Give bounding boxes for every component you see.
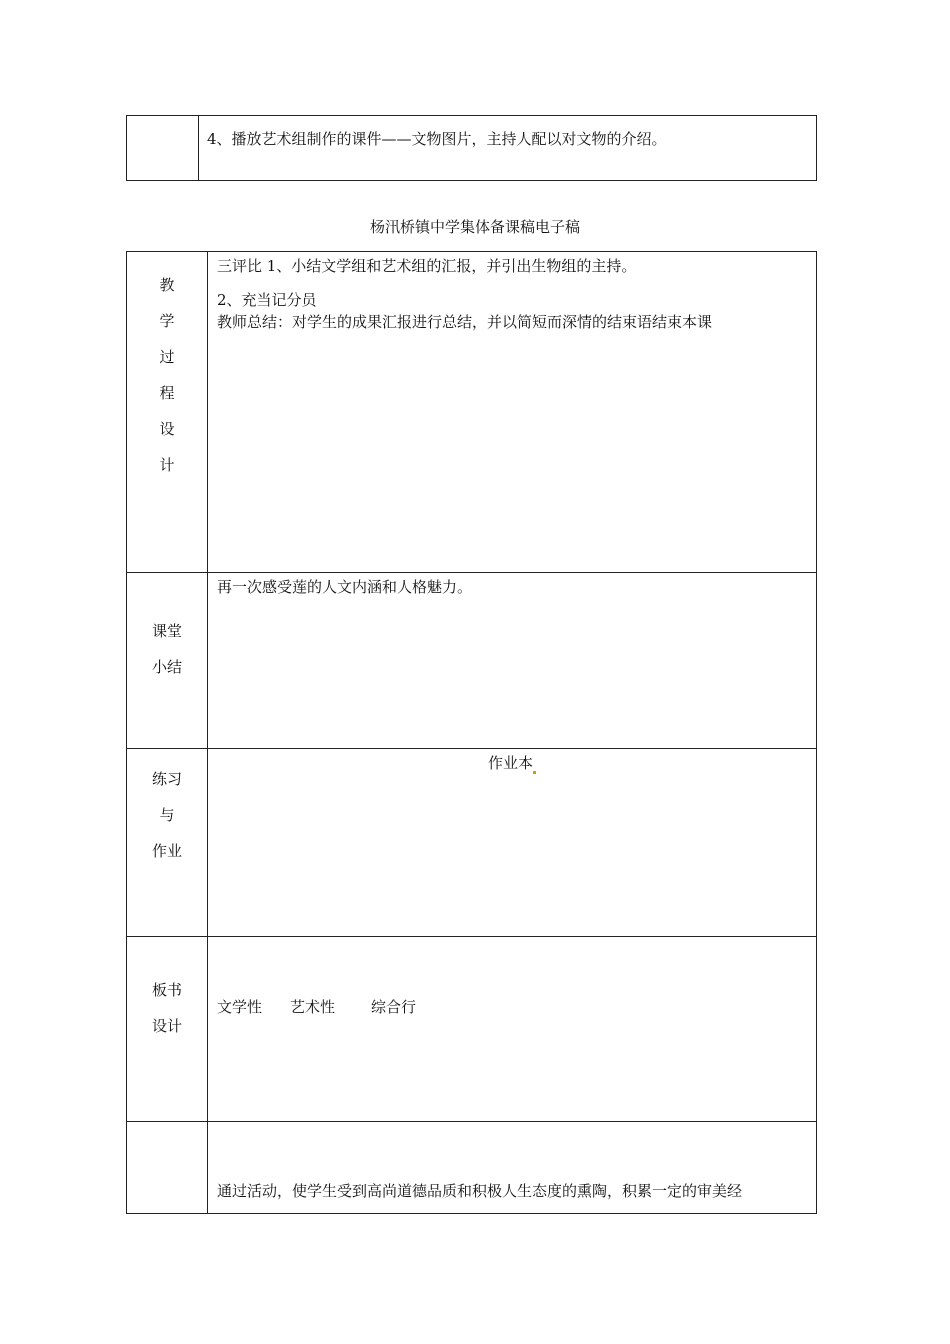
top-table-label-cell — [127, 116, 199, 181]
homework-label-line: 作业 — [151, 842, 182, 860]
reflection-row — [127, 1122, 817, 1214]
process-label-char: 过 — [159, 348, 175, 366]
summary-label-line: 小结 — [151, 658, 182, 676]
summary-label-cell — [127, 573, 208, 749]
top-table-row-text: 4、播放艺术组制作的课件——文物图片，主持人配以对文物的介绍。 — [207, 130, 667, 148]
board-item: 综合行 — [371, 998, 417, 1016]
homework-text: 作业本 — [487, 754, 533, 772]
summary-content-cell — [208, 573, 817, 749]
reflection-label-cell — [127, 1122, 208, 1214]
top-table — [126, 115, 817, 181]
reflection-content-cell — [208, 1122, 817, 1214]
summary-text: 再一次感受莲的人文内涵和人格魅力。 — [217, 578, 473, 596]
process-label-char: 学 — [159, 312, 175, 330]
homework-content-cell — [208, 749, 817, 937]
process-label-char: 设 — [159, 420, 175, 438]
homework-row — [127, 749, 817, 937]
homework-label-cell — [127, 749, 208, 937]
board-content-cell — [208, 937, 817, 1122]
lesson-plan-table — [126, 251, 817, 1214]
process-label-char: 计 — [159, 456, 175, 474]
marker-dot — [533, 771, 536, 774]
process-label-cell — [127, 252, 208, 573]
process-line: 2、充当记分员 — [217, 291, 317, 309]
process-content-cell — [208, 252, 817, 573]
process-label-char: 教 — [159, 276, 175, 294]
top-table-content-cell — [199, 116, 817, 181]
process-line: 教师总结：对学生的成果汇报进行总结，并以简短而深情的结束语结束本课 — [217, 313, 713, 331]
board-item: 艺术性 — [290, 998, 336, 1016]
summary-label-line: 课堂 — [151, 622, 182, 640]
page-title: 杨汛桥镇中学集体备课稿电子稿 — [369, 218, 580, 236]
board-item: 文学性 — [217, 998, 263, 1016]
summary-row — [127, 573, 817, 749]
board-label-line: 板书 — [151, 981, 182, 999]
process-row — [127, 252, 817, 573]
reflection-text: 通过活动，使学生受到高尚道德品质和积极人生态度的熏陶，积累一定的审美经 — [217, 1182, 743, 1200]
process-label-char: 程 — [159, 384, 175, 402]
homework-label-line: 练习 — [151, 770, 182, 788]
process-line: 三评比 1、小结文学组和艺术组的汇报，并引出生物组的主持。 — [217, 257, 637, 275]
board-label-cell — [127, 937, 208, 1122]
homework-label-line: 与 — [159, 806, 175, 824]
board-row — [127, 937, 817, 1122]
board-label-line: 设计 — [151, 1017, 182, 1035]
